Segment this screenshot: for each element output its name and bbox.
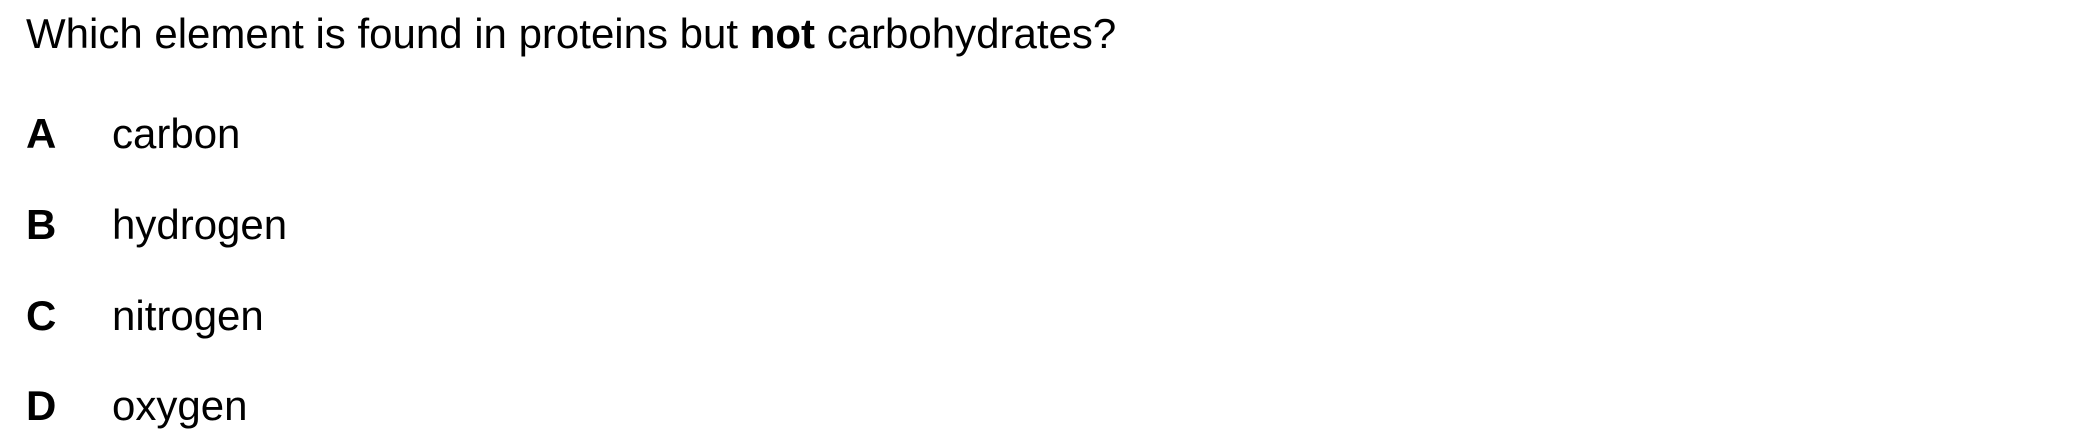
question-text-after: carbohydrates? <box>815 10 1117 57</box>
option-d-text: oxygen <box>112 382 248 429</box>
option-b-letter: B <box>26 201 57 248</box>
question-text-before: Which element is found in proteins but <box>26 10 750 57</box>
option-d-letter: D <box>26 382 57 429</box>
option-c-letter: C <box>26 292 57 339</box>
option-c-text: nitrogen <box>112 292 264 339</box>
option-b-text: hydrogen <box>112 201 288 248</box>
question-emphasis: not <box>749 10 816 57</box>
question-text <box>26 8 1116 60</box>
option-a-text: carbon <box>112 110 241 157</box>
option-a-letter: A <box>26 110 57 157</box>
